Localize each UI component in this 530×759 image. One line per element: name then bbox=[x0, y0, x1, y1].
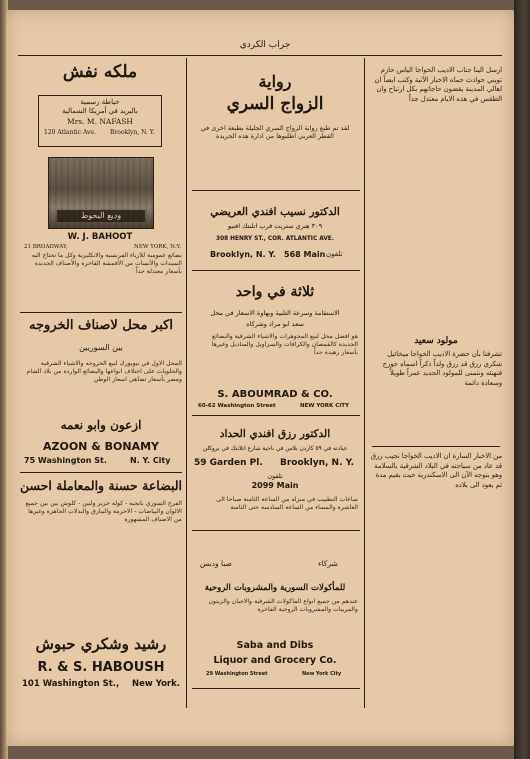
bahoot-name: W. J. BAHOOT bbox=[67, 232, 133, 242]
nafash-name: Mrs. M. NAFASH bbox=[67, 117, 133, 126]
mid-rule-3 bbox=[192, 415, 360, 416]
nafash-box-line1: خياطة رسمية bbox=[80, 98, 120, 106]
right-news-2: تشرفنا بأن حضرة الاديب الخواجا ميخائيل شكري رزق قد رزق ولداً ذكراً اسماه جورج فنهنئه ونتمنى للمولود الجديد عمراً طويلاً وسعادة دائمة bbox=[382, 350, 502, 387]
saba-title: للمأكولات السورية والمشروبات الروحية bbox=[204, 583, 346, 593]
nafash-box-line2: بالبريد في أمريكا الشمالية bbox=[62, 107, 138, 115]
doctor2-tel-label: تلفون bbox=[267, 472, 283, 480]
doctor1-en: 308 HENRY ST., COR. ATLANTIC AVE. bbox=[216, 236, 334, 242]
novel-text: لقد تم طبع رواية الزواج السري الجليلة بطبعة اخرى في القطر العربي اطلبوها من ادارة هذه الجريدة bbox=[200, 124, 350, 141]
saba-address: 29 Washington Street bbox=[206, 671, 268, 677]
bahoot-street: 21 BROADWAY, bbox=[24, 244, 68, 250]
header-rule bbox=[18, 55, 502, 56]
saba-left-label: صبا ودبس bbox=[200, 559, 232, 568]
mid-rule-1 bbox=[192, 190, 360, 191]
doctor1-sub: ٣٠٩ هنري ستريت قرب اتلنتك افنيو bbox=[227, 222, 323, 230]
haboush-en-name: R. & S. HABOUSH bbox=[37, 660, 165, 675]
novel-title-2: الزواج السري bbox=[226, 94, 324, 114]
bahoot-text: بضائع عمومية للأزياء الفرنسية والانكليزية وكل ما تحتاج اليه السيدات والآنسات من الأقمشة الفاخرة والأصناف الجديدة بأسعار معتدلة جداً bbox=[31, 252, 182, 276]
haboush-slogan: البضاعة حسنة والمعاملة احسن bbox=[19, 478, 182, 493]
azoon-address: 75 Washington St. bbox=[24, 456, 107, 465]
mid-rule-4 bbox=[192, 530, 360, 531]
book-spine bbox=[514, 0, 530, 759]
khuruja-text: المحل الاول في نيويورك لبيع الخروجه والاشياء الشرقية والحلويات على اختلاف انواعها والبضائع الواردة من بلاد الشام ومصر بأسعار تضاهي اسعار الوطن bbox=[26, 360, 182, 384]
column-rule-left bbox=[186, 58, 187, 708]
doctor2-phone: 2099 Main bbox=[251, 481, 299, 490]
right-news-3: من الاخبار السارة ان الاديب الخواجا نجيب رزق قد عاد من سياحته في البلاد الشرقية بالسلامة وهو يتوجه الآن الى الاسكندرية حيث يقيم مدة ثم يعود الى بلاده bbox=[370, 452, 502, 489]
three-in-one-sub2: سعد ابو مراد وشركاه bbox=[246, 320, 304, 328]
left-rule-2 bbox=[20, 472, 182, 473]
right-rule-1 bbox=[372, 446, 500, 447]
doctor1-tel-label: تلفون bbox=[326, 250, 343, 258]
saba-right-label: شركاء bbox=[318, 559, 338, 568]
saba-city: New York City bbox=[302, 671, 342, 677]
haboush-address: 101 Washington St., bbox=[22, 679, 120, 689]
khuruja-sub: بين السوريين bbox=[79, 343, 123, 352]
mid-rule-2 bbox=[192, 270, 360, 271]
nafash-city: Brooklyn, N. Y. bbox=[110, 129, 155, 136]
saba-en-name: Saba and Dibs bbox=[236, 640, 314, 651]
right-news-1: ارسل الينا جناب الاديب الخواجا الياس حازم تويني حوادث حماه الاخبار الآتية وكتب ايضاً ان اهالي المدينة يقضون حاجاتهم بكل ارتياح وان الطقس في هذه الايام معتدل جداً bbox=[374, 66, 502, 103]
page-header: جراب الكردي bbox=[239, 40, 291, 50]
column-rule-right bbox=[364, 58, 365, 708]
doctor2-city: Brooklyn, N. Y. bbox=[280, 458, 355, 468]
three-in-one-title: ثلاثة في واحد bbox=[235, 284, 315, 300]
nafash-title: ملكه نفش bbox=[62, 62, 138, 82]
novel-title-1: رواية bbox=[258, 72, 292, 91]
doctor2-address: 59 Garden Pl. bbox=[194, 458, 263, 468]
doctor2-text: ساعات التطبيب في منزله من الساعة الثامنة صباحاً الى العاشرة والمساء من الساعة السادسة حتى الثامنة bbox=[216, 496, 358, 512]
doctor1-city: Brooklyn, N. Y. bbox=[210, 250, 276, 259]
aboumrad-city: NEW YORK CITY bbox=[300, 403, 350, 409]
left-rule-1 bbox=[20, 312, 182, 313]
aboumrad-address: 60-62 Washington Street bbox=[198, 403, 276, 409]
haboush-city: New York. bbox=[132, 679, 180, 689]
three-in-one-text: هو افضل محل لبيع المجوهرات والاشياء الشرقية والبضائع الجديدة كالقمصان والكرافات والسراويل والمناديل وغيرها بأسعار زهيدة جداً bbox=[211, 333, 358, 357]
azoon-city: N. Y. City bbox=[130, 456, 171, 465]
three-in-one-sub: الاستقامة وسرعة التلبية وبهاوة الاسعار في محل bbox=[210, 309, 340, 317]
doctor2-title: الدكتور رزق افندي الحداد bbox=[219, 428, 331, 440]
azoon-en-name: AZOON & BONAMY bbox=[42, 440, 159, 453]
shop-photo-caption: وديع البحوط bbox=[57, 210, 145, 222]
bahoot-city: NEW YORK, N.Y. bbox=[134, 244, 181, 250]
right-news-label: مولود سعيد bbox=[414, 336, 458, 346]
doctor1-title: الدكتور نسيب افندي العريضي bbox=[210, 206, 340, 218]
doctor1-phone: 568 Main bbox=[284, 250, 326, 259]
nafash-address: 120 Atlantic Ave. bbox=[44, 129, 96, 136]
aboumrad-name: S. ABOUMRAD & CO. bbox=[217, 389, 333, 400]
azoon-ar-name: ازعون وابو نعمه bbox=[60, 418, 142, 432]
haboush-ar-name: رشيد وشكري حبوش bbox=[35, 635, 167, 653]
doctor2-sub: عيادته في ٥٩ كاردن بلاس في ناحية شارع اتلانتك في بروكلن bbox=[202, 446, 348, 452]
khuruja-title: اكبر محل لاصناف الخروجه bbox=[29, 318, 173, 333]
shop-photo bbox=[48, 157, 154, 229]
haboush-text: الفرج السوري بانجيه - كوله حرير ولنين - كلوش بين بين جميع الالوان والبياضات - الاحرمة والبيارق والبدلات الجاهزة وغيرها من الاصناف المشهورة bbox=[25, 500, 182, 524]
saba-en-line: Liquor and Grocery Co. bbox=[213, 655, 337, 666]
saba-text: عندهم من جميع انواع المأكولات الشرقية والاجبان والزيتون والمربيات والمشروبات الروحية الفاخرة bbox=[208, 598, 358, 614]
mid-rule-5 bbox=[192, 688, 360, 689]
